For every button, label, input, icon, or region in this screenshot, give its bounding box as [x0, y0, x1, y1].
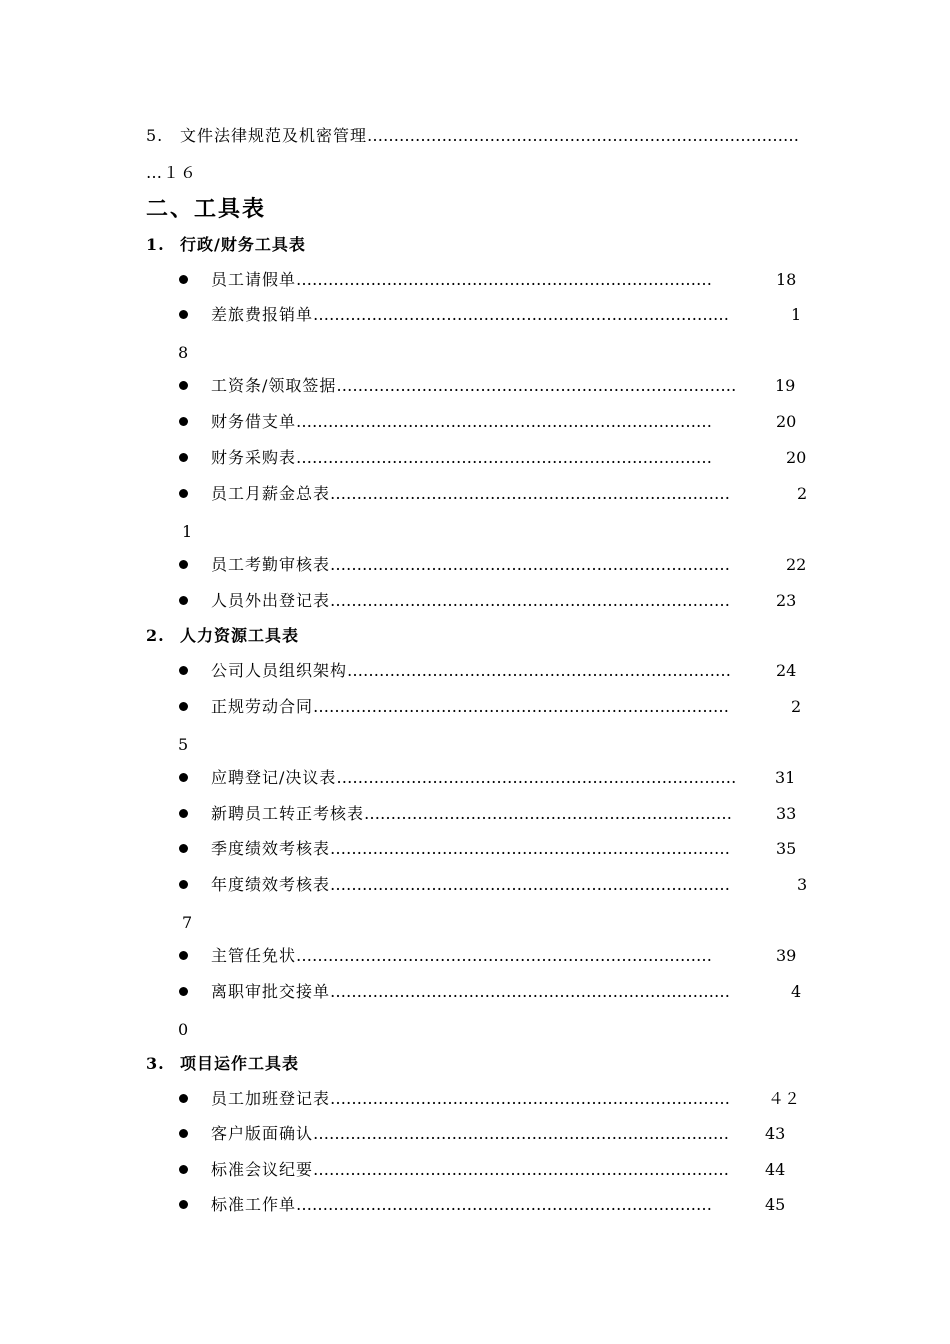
item-page-wrap: 0: [178, 1020, 189, 1039]
list-item: [211, 1160, 729, 1180]
group-title: 行政/财务工具表: [180, 235, 306, 254]
item-page-wrap: 5: [178, 735, 189, 754]
group-heading: [146, 1054, 299, 1074]
item-leader: ……………………………………………………………………: [313, 1160, 730, 1179]
item-page: 20: [776, 412, 797, 431]
bullet-icon: [179, 381, 188, 390]
toc-entry-number: 5.: [146, 126, 164, 145]
list-item: [211, 1089, 730, 1109]
bullet-icon: [179, 596, 188, 605]
item-page: 19: [775, 376, 796, 395]
item-label: 员工加班登记表: [211, 1089, 331, 1108]
item-leader: ……………………………………………………………………: [313, 697, 730, 716]
toc-entry-leader: ………………………………………………………………………: [367, 126, 800, 145]
bullet-icon: [179, 987, 188, 996]
section-title: 二、工具表: [146, 196, 267, 222]
list-item: [211, 1195, 712, 1215]
group-number: 1.: [146, 235, 165, 254]
list-item: [211, 661, 731, 681]
bullet-icon: [179, 1129, 188, 1138]
item-leader: ……………………………………………………………: [364, 804, 733, 823]
item-page-wrap: 7: [182, 913, 193, 932]
group-number: 2.: [146, 626, 165, 645]
toc-entry-title: 文件法律规范及机密管理: [180, 126, 368, 145]
item-page: ４２: [768, 1089, 801, 1108]
item-page: 24: [776, 661, 797, 680]
item-page-wrap: 8: [178, 343, 189, 362]
bullet-icon: [179, 560, 188, 569]
list-item: [211, 697, 729, 717]
list-item: [211, 376, 736, 396]
bullet-icon: [179, 809, 188, 818]
list-item: [211, 412, 712, 432]
bullet-icon: [179, 453, 188, 462]
item-label: 客户版面确认: [211, 1124, 314, 1143]
item-leader: ……………………………………………………………………: [296, 270, 713, 289]
item-label: 财务借支单: [211, 412, 297, 431]
list-item: [211, 804, 732, 824]
bullet-icon: [179, 275, 188, 284]
item-page: 43: [765, 1124, 786, 1143]
bullet-icon: [179, 310, 188, 319]
bullet-icon: [179, 1200, 188, 1209]
bullet-icon: [179, 417, 188, 426]
item-label: 主管任免状: [211, 946, 297, 965]
item-label: 新聘员工转正考核表: [211, 804, 365, 823]
item-leader: …………………………………………………………………: [330, 875, 731, 894]
list-item: [211, 305, 729, 325]
item-leader: ……………………………………………………………………: [296, 1195, 713, 1214]
item-page: 3: [797, 875, 808, 894]
item-page: 18: [776, 270, 797, 289]
item-label: 公司人员组织架构: [211, 661, 348, 680]
toc-entry-continuation: …１６: [146, 163, 198, 182]
item-page: 33: [776, 804, 797, 823]
group-heading: [146, 235, 306, 255]
item-label: 差旅费报销单: [211, 305, 314, 324]
bullet-icon: [179, 666, 188, 675]
item-page: 2: [791, 697, 802, 716]
list-item: [211, 484, 730, 504]
item-page: 39: [776, 946, 797, 965]
item-leader: …………………………………………………………………: [330, 484, 731, 503]
list-item: [211, 555, 730, 575]
list-item: [211, 448, 712, 468]
bullet-icon: [179, 1165, 188, 1174]
item-leader: …………………………………………………………………: [336, 768, 737, 787]
item-leader: ……………………………………………………………………: [313, 1124, 730, 1143]
item-label: 应聘登记/决议表: [211, 768, 337, 787]
bullet-icon: [179, 773, 188, 782]
item-label: 标准会议纪要: [211, 1160, 314, 1179]
list-item: [211, 946, 712, 966]
item-page: 45: [765, 1195, 786, 1214]
item-page: 4: [791, 982, 802, 1001]
item-page: 23: [776, 591, 797, 610]
item-leader: …………………………………………………………………: [330, 982, 731, 1001]
item-label: 季度绩效考核表: [211, 839, 331, 858]
item-label: 离职审批交接单: [211, 982, 331, 1001]
item-leader: ……………………………………………………………………: [296, 448, 713, 467]
item-label: 标准工作单: [211, 1195, 297, 1214]
item-leader: ……………………………………………………………………: [296, 412, 713, 431]
item-leader: …………………………………………………………………: [330, 839, 731, 858]
item-page: 44: [765, 1160, 786, 1179]
group-title: 人力资源工具表: [180, 626, 300, 645]
bullet-icon: [179, 1094, 188, 1103]
bullet-icon: [179, 702, 188, 711]
item-page: 20: [786, 448, 807, 467]
list-item: [211, 591, 730, 611]
item-label: 年度绩效考核表: [211, 875, 331, 894]
item-label: 员工请假单: [211, 270, 297, 289]
list-item: [211, 982, 730, 1002]
bullet-icon: [179, 880, 188, 889]
item-page: 2: [797, 484, 808, 503]
item-label: 工资条/领取签据: [211, 376, 337, 395]
item-leader: …………………………………………………………………: [330, 555, 731, 574]
item-page: 31: [775, 768, 796, 787]
toc-entry: [146, 126, 799, 146]
group-number: 3.: [146, 1054, 165, 1073]
item-leader: …………………………………………………………………: [330, 591, 731, 610]
item-label: 财务采购表: [211, 448, 297, 467]
bullet-icon: [179, 951, 188, 960]
bullet-icon: [179, 844, 188, 853]
item-page-wrap: 1: [182, 522, 193, 541]
item-label: 人员外出登记表: [211, 591, 331, 610]
group-title: 项目运作工具表: [180, 1054, 300, 1073]
item-page: 22: [786, 555, 807, 574]
item-page: 1: [791, 305, 802, 324]
list-item: [211, 270, 712, 290]
list-item: [211, 875, 730, 895]
bullet-icon: [179, 489, 188, 498]
item-page: 35: [776, 839, 797, 858]
item-leader: ……………………………………………………………………: [313, 305, 730, 324]
list-item: [211, 768, 736, 788]
item-leader: …………………………………………………………………: [330, 1089, 731, 1108]
item-label: 员工月薪金总表: [211, 484, 331, 503]
group-heading: [146, 626, 299, 646]
item-leader: …………………………………………………………………: [336, 376, 737, 395]
list-item: [211, 1124, 729, 1144]
item-label: 正规劳动合同: [211, 697, 314, 716]
list-item: [211, 839, 730, 859]
item-leader: ………………………………………………………………: [347, 661, 732, 680]
item-label: 员工考勤审核表: [211, 555, 331, 574]
item-leader: ……………………………………………………………………: [296, 946, 713, 965]
